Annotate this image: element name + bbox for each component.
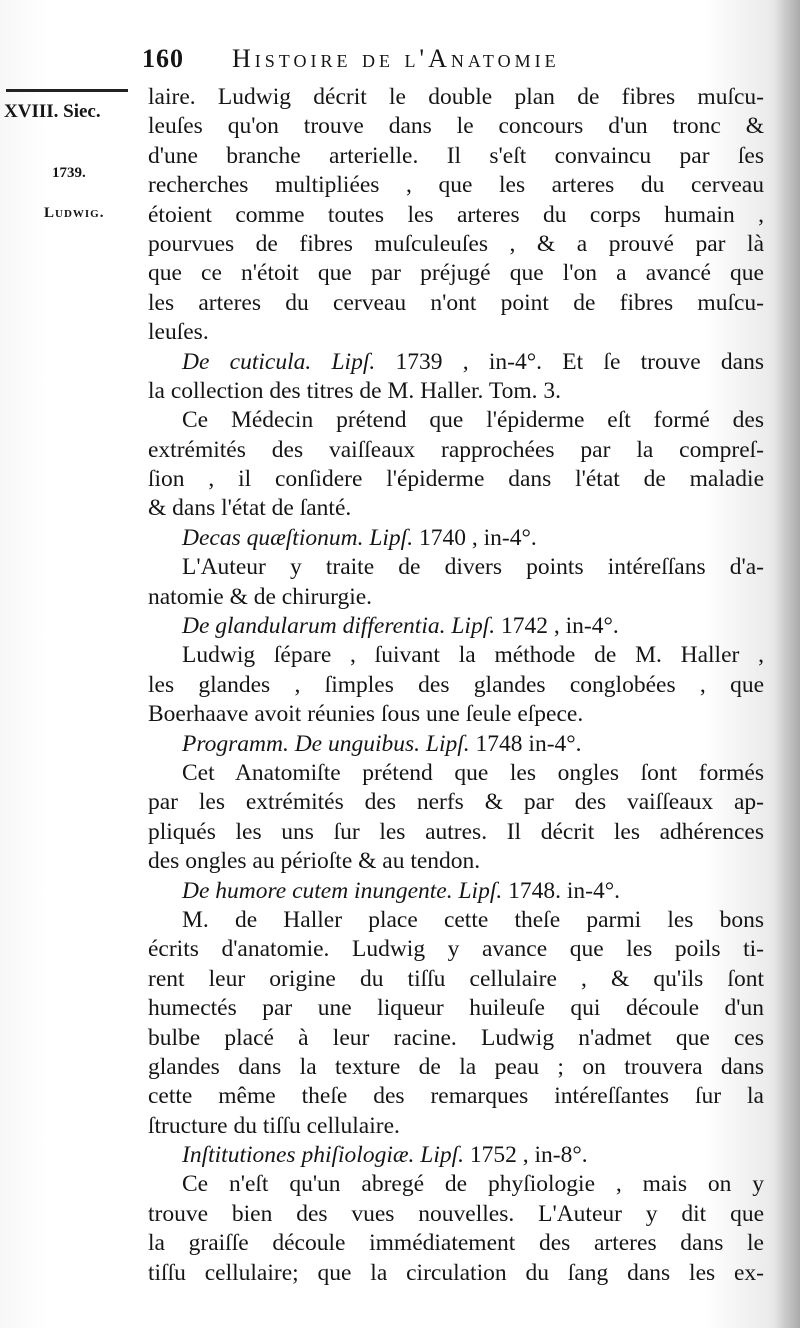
text-line: les arteres du cerveau n'ont point de fibres muſcu- (148, 289, 764, 316)
text-line: la collection des titres de M. Haller. Tom. 3. (148, 377, 561, 404)
text-line: L'Auteur y traite de divers points intéreſſans d'a- (182, 554, 764, 581)
text-line: leuſes. (148, 319, 209, 346)
work-details: 1752 , in-8°. (464, 1142, 588, 1169)
margin-note-century: XVIII. Siec. (4, 101, 101, 122)
text-line: que ce n'étoit que par préjugé que l'on a avancé que (148, 260, 764, 287)
text-line: les glandes , ſimples des glandes conglobées , que (148, 671, 764, 698)
text-line: la graiſſe découle immédiatement des arteres dans le (148, 1230, 764, 1257)
text-line: Cet Anatomiſte prétend que les ongles ſont formés (182, 759, 764, 786)
text-line: étoient comme toutes les arteres du corps humain , (148, 201, 764, 228)
work-details: 1740 , in-4°. (413, 524, 537, 551)
work-title: De humore cutem inungente. Lipſ. (182, 877, 503, 904)
work-details: 1748 in-4°. (469, 730, 582, 757)
text-line: ſion , il conſidere l'épiderme dans l'état de maladie (148, 466, 764, 493)
text-line: humectés par une liqueur huileuſe qui découle d'un (148, 995, 764, 1022)
text-line: Boerhaave avoit réunies ſous une ſeule eſpece. (148, 701, 584, 728)
text-line: cette même theſe des remarques intéreſſantes ſur la (148, 1083, 764, 1110)
bibliographic-entry (148, 877, 764, 906)
text-line: trouve bien des vues nouvelles. L'Auteur y dit que (148, 1200, 764, 1227)
text-line: extrémités des vaiſſeaux rapprochées par la compreſ- (148, 436, 764, 463)
page-edge-shadow (774, 0, 800, 1328)
text-line: pourvues de fibres muſculeuſes , & a prouvé par là (148, 230, 764, 257)
text-line: laire. Ludwig décrit le double plan de fibres muſcu- (148, 84, 764, 110)
body-text (148, 83, 764, 1288)
work-details: 1748. in-4°. (502, 877, 620, 904)
text-line: & dans l'état de ſanté. (148, 495, 352, 522)
bibliographic-entry (148, 1141, 764, 1170)
text-line: d'une branche arterielle. Il s'eſt convaincu par ſes (148, 142, 764, 169)
margin-note-year: 1739. (52, 165, 86, 181)
work-details: 1742 , in-4°. (495, 613, 619, 640)
text-line: recherches multipliées , que les arteres du cerveau (148, 172, 764, 199)
text-line: Ce Médecin prétend que l'épiderme eſt formé des (182, 407, 764, 434)
work-title: De cuticula. Lipſ. (182, 348, 376, 375)
text-line: natomie & de chirurgie. (148, 583, 373, 610)
text-line: rent leur origine du tiſſu cellulaire , & qu'ils ſont (148, 965, 764, 992)
running-title: Histoire de l'Anatomie (232, 44, 560, 73)
work-title: Programm. De unguibus. Lipſ. (182, 730, 470, 757)
running-head (140, 44, 780, 78)
text-line: des ongles au périoſte & au tendon. (148, 848, 481, 875)
bibliographic-entry (148, 348, 764, 377)
text-line: glandes dans la texture de la peau ; on trouvera dans (148, 1053, 764, 1080)
bibliographic-entry (148, 524, 764, 553)
text-line: bulbe placé à leur racine. Ludwig n'admet que ces (148, 1024, 764, 1051)
margin-note-author: Ludwig. (44, 205, 105, 221)
work-title: Inſtitutiones phiſiologiæ. Lipſ. (182, 1142, 465, 1169)
bibliographic-entry (148, 730, 764, 759)
text-line: ſtructure du tiſſu cellulaire. (148, 1112, 400, 1139)
margin-rule (6, 89, 128, 92)
text-line: tiſſu cellulaire; que la circulation du ſang dans les ex- (148, 1259, 764, 1286)
page-number: 160 (142, 44, 184, 73)
text-line: écrits d'anatomie. Ludwig y avance que les poils ti- (148, 936, 764, 963)
text-line: Ce n'eſt qu'un abregé de phyſiologie , mais on y (182, 1171, 764, 1198)
text-line: M. de Haller place cette theſe parmi les bons (182, 906, 764, 933)
text-line: par les extrémités des nerfs & par des vaiſſeaux ap- (148, 789, 764, 816)
bibliographic-entry (148, 612, 764, 641)
text-line: leuſes qu'on trouve dans le concours d'un tronc & (148, 113, 764, 140)
work-title: Decas quæſtionum. Lipſ. (182, 524, 414, 551)
work-title: De glandularum differentia. Lipſ. (182, 613, 496, 640)
text-line: pliqués les uns ſur les autres. Il décrit les adhérences (148, 818, 764, 845)
work-details: 1739 , in-4°. Et ſe trouve dans (375, 348, 764, 375)
text-line: Ludwig ſépare , ſuivant la méthode de M. Haller , (182, 642, 764, 669)
